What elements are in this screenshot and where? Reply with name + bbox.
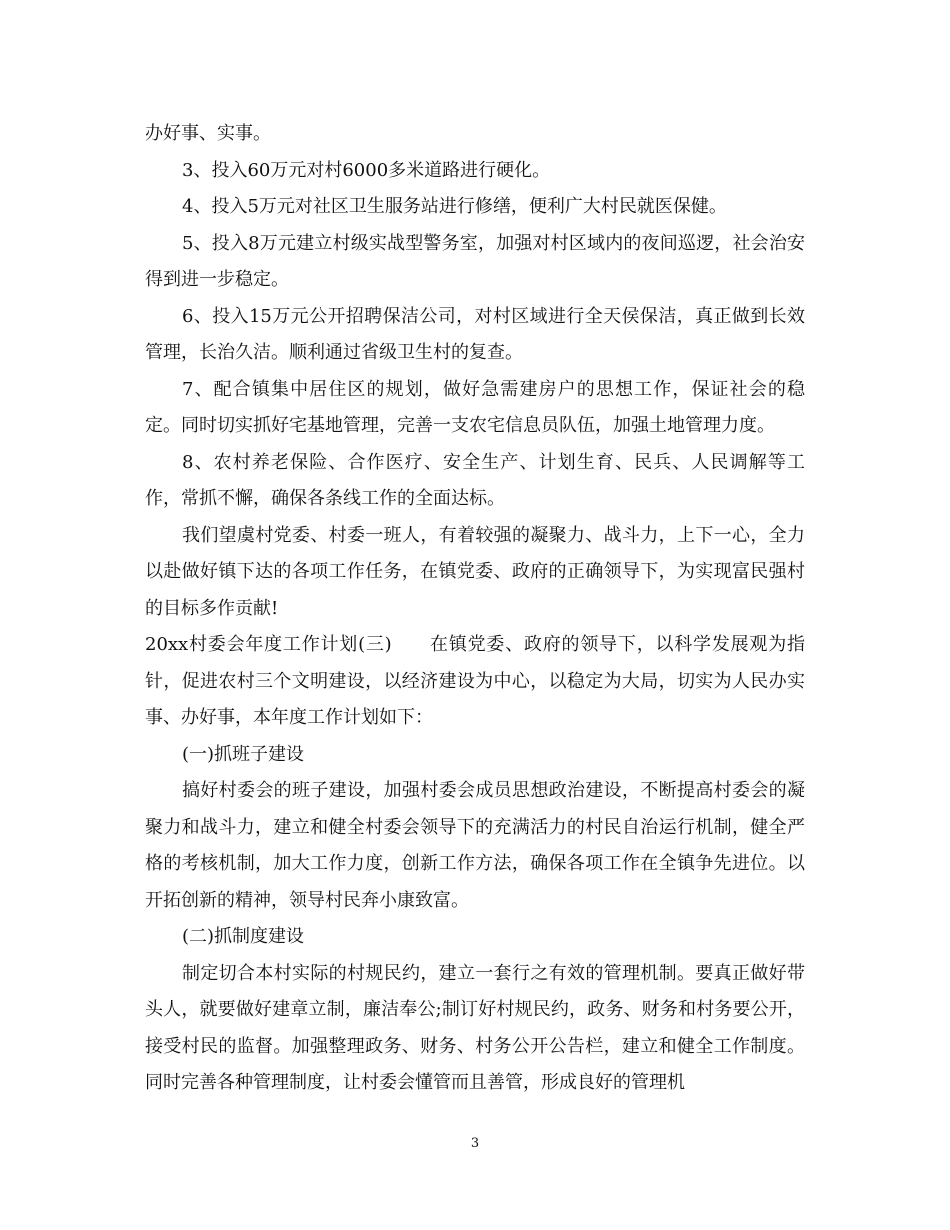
section-spacer	[392, 634, 430, 655]
section-intro: 在镇党委、政府的领导下，以科学发展观为指针，促进农村三个文明建设，以经济建设为中心，以稳定为大局，切实为人民办实事、办好事，本年度工作计划如下：	[145, 634, 805, 728]
paragraph-continuation: 办好事、实事。	[145, 123, 271, 144]
section-title: 20xx村委会年度工作计划(三)	[145, 634, 392, 655]
subsection-body-2: 制定切合本村实际的村规民约，建立一套行之有效的管理机制。要真正做好带头人，就要做好建章立制，廉洁奉公;制订好村规民约，政务、财务和村务要公开，接受村民的监督。加强整理政务、财务、村务公开公告栏，建立和健全工作制度。同时完善各种管理制度，让村委会懂管而且善管，形成良好的管理机	[145, 962, 805, 1093]
paragraph-item-8: 8、农村养老保险、合作医疗、安全生产、计划生育、民兵、人民调解等工作，常抓不懈，确保各条线工作的全面达标。	[145, 451, 805, 509]
paragraph-item-4: 4、投入5万元对社区卫生服务站进行修缮，便利广大村民就医保健。	[182, 196, 727, 217]
paragraph-conclusion: 我们望虞村党委、村委一班人，有着较强的凝聚力、战斗力，上下一心，全力以赴做好镇下达的各项工作任务，在镇党委、政府的正确领导下，为实现富民强村的目标多作贡献!	[145, 524, 805, 619]
subsection-title-1: (一)抓班子建设	[182, 743, 305, 765]
paragraph-item-3: 3、投入60万元对村6000多米道路进行硬化。	[182, 159, 551, 181]
paragraph-item-5: 5、投入8万元建立村级实战型警务室，加强对村区域内的夜间巡逻，社会治安得到进一步稳定。	[145, 232, 805, 290]
section-paragraph	[145, 627, 805, 737]
page-number: 3	[470, 1136, 480, 1151]
document-body	[145, 116, 805, 1102]
subsection-body-1: 搞好村委会的班子建设，加强村委会成员思想政治建设，不断提高村委会的凝聚力和战斗力，建立和健全村委会领导下的充满活力的村民自治运行机制，健全严格的考核机制，加大工作力度，创新工作方法，确保各项工作在全镇争先进位。以开拓创新的精神，领导村民奔小康致富。	[145, 780, 805, 911]
paragraph-item-7: 7、配合镇集中居住区的规划，做好急需建房户的思想工作，保证社会的稳定。同时切实抓好宅基地管理，完善一支农宅信息员队伍，加强土地管理力度。	[145, 378, 805, 436]
subsection-title-2: (二)抓制度建设	[182, 926, 305, 947]
paragraph-item-6: 6、投入15万元公开招聘保洁公司，对村区域进行全天侯保洁，真正做到长效管理，长治久洁。顺利通过省级卫生村的复查。	[145, 305, 805, 363]
